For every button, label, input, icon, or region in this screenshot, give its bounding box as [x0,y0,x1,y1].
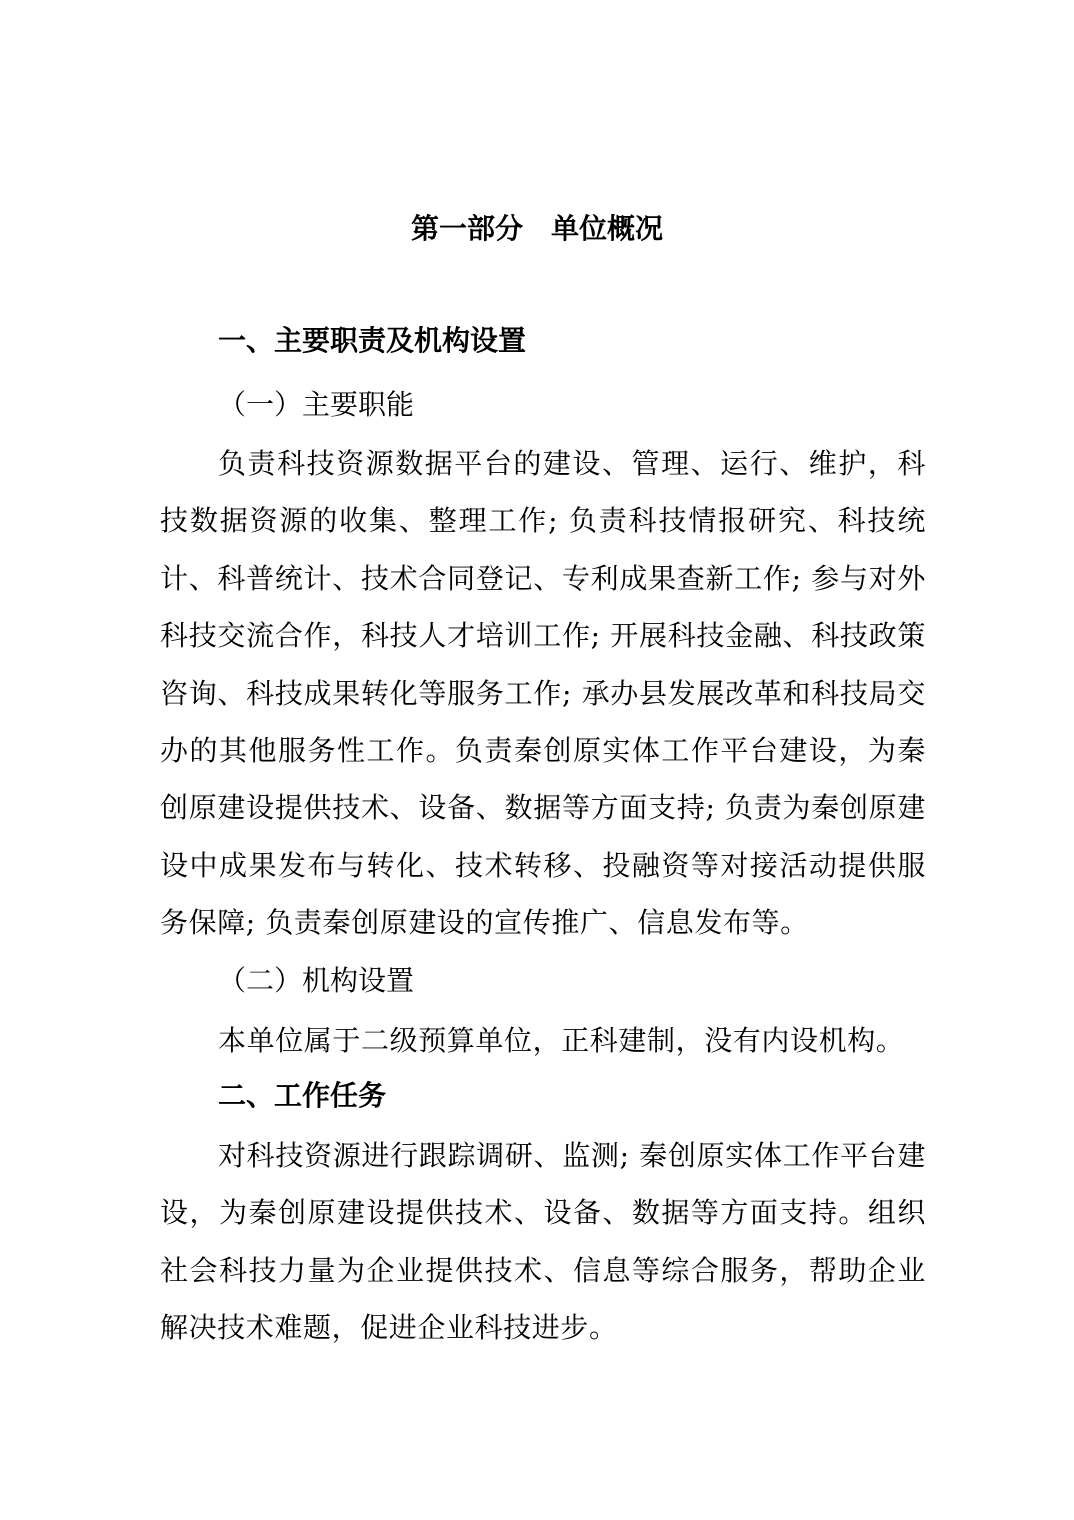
section-heading-duties: 一、主要职责及机构设置 [218,324,527,357]
subsection-heading-organization: （二）机构设置 [218,964,415,997]
paragraph-tasks: 对科技资源进行跟踪调研、监测; 秦创原实体工作平台建设，为秦创原建设提供技术、设备、数据等方面支持。组织社会科技力量为企业提供技术、信息等综合服务，帮助企业解决技术难题，促进企业科技进步。 [160,1139,926,1345]
page-title: 第一部分 单位概况 [410,212,663,245]
paragraph-organization: 本单位属于二级预算单位，正科建制，没有内设机构。 [218,1024,905,1057]
subsection-heading-functions: （一）主要职能 [218,388,415,421]
paragraph-functions: 负责科技资源数据平台的建设、管理、运行、维护，科技数据资源的收集、整理工作; 负责科技情报研究、科技统计、科普统计、技术合同登记、专利成果查新工作; 参与对外科技交流合作，科技人才培训工作; 开展科技金融、科技政策咨询、科技成果转化等服务工作; 承办县发展改革和科技局交办的其他服务性工作。负责秦创原实体工作平台建设，为秦创原建设提供技术、设备、数据等方面支持; 负责为秦创原建设中成果发布与转化、技术转移、投融资等对接活动提供服务保障; 负责秦创原建设的宣传推广、信息发布等。 [160,447,926,940]
section-heading-tasks: 二、工作任务 [218,1079,387,1112]
